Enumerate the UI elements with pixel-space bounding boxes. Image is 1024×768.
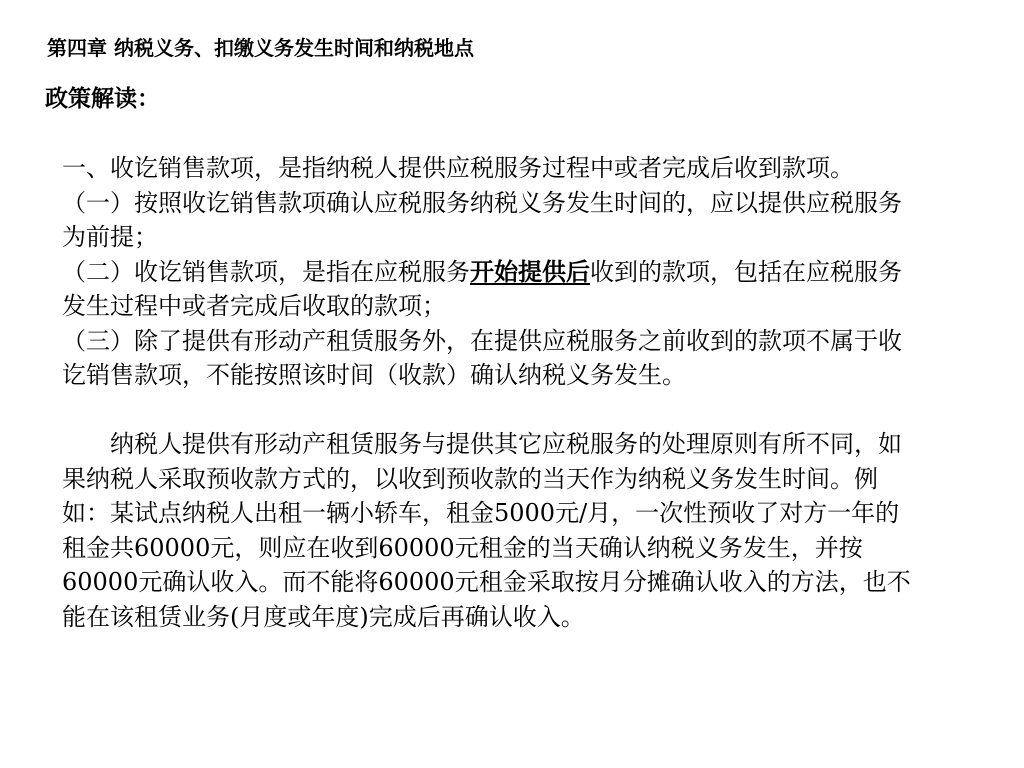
paragraph-spacer xyxy=(62,393,942,428)
point-1-sub-2-text-after: 收到的款项，包括在应税服务发生过程中或者完成后收取的款项； xyxy=(62,257,902,320)
explanation-paragraph: 纳税人提供有形动产租赁服务与提供其它应税服务的处理原则有所不同，如果纳税人采取预收款方式的，以收到预收款的当天作为纳税义务发生时间。例如：某试点纳税人出租一辆小轿车，租金5000元/月，一次性预收了对方一年的租金共60000元，则应在收到60000元租金的当天确认纳税义务发生，并按60000元确认收入。而不能将60000元租金采取按月分摊确认收入的方法，也不能在该租赁业务(月度或年度)完成后再确认收入。 xyxy=(62,430,911,631)
chapter-title: 第四章 纳税义务、扣缴义务发生时间和纳税地点 xyxy=(47,36,474,60)
section-heading: 政策解读： xyxy=(45,86,160,112)
point-1-sub-3: （三）除了提供有形动产租赁服务外，在提供应税服务之前收到的款项不属于收讫销售款项，不能按照该时间（收款）确认纳税义务发生。 xyxy=(62,326,902,389)
point-1: 一、收讫销售款项，是指纳税人提供应税服务过程中或者完成后收到款项。 xyxy=(62,154,854,182)
point-1-sub-2-text-before: （二）收讫销售款项，是指在应税服务 xyxy=(62,257,470,286)
body-text xyxy=(62,151,942,634)
point-1-sub-1: （一）按照收讫销售款项确认应税服务纳税义务发生时间的，应以提供应税服务为前提； xyxy=(62,188,902,251)
emphasis-start-of-service: 开始提供后 xyxy=(470,257,590,286)
point-1-sub-2 xyxy=(62,255,922,324)
